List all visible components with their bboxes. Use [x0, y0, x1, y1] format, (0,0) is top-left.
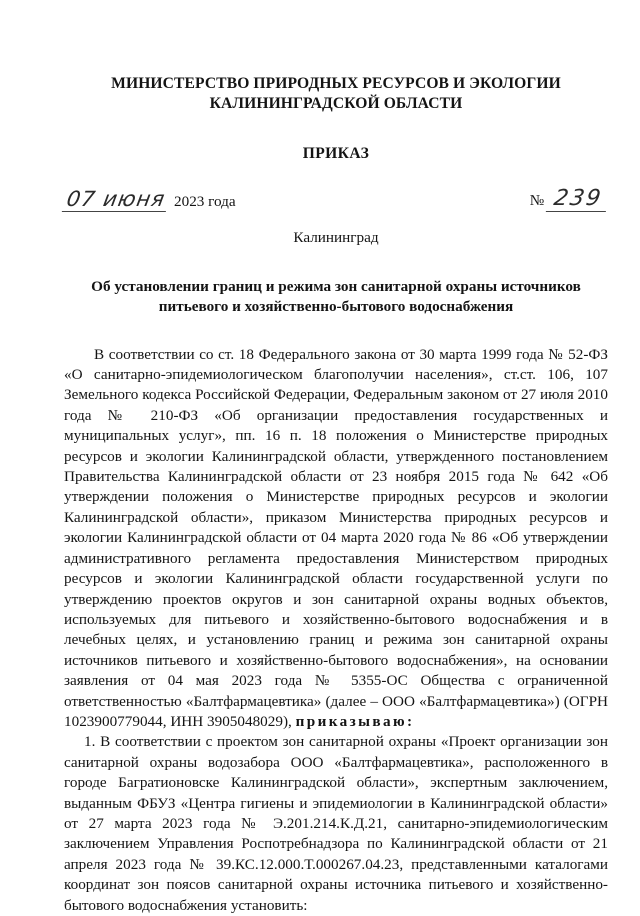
order-date	[64, 187, 236, 212]
handwritten-date: 07 июня	[62, 187, 170, 212]
clause-1: 1. В соответствии с проектом зон санитарной охраны «Проект организации зон санитарной охраны водозабора ООО «Балтфармацевтика», расположенного в городе Багратионовске Калининградской области», экспертным заключением, выданным ФБУЗ «Центра гигиены и эпидемиологии в Калининградской области» от 27 марта 2023 года № Э.201.214.К.Д.21, санитарно-эпидемиологическим заключением Управления Роспотребнадзора по Калининградской области от 21 апреля 2023 года № 39.КС.12.000.Т.000267.04.23, представленными каталогами координат зон поясов санитарной охраны источника питьевого и хозяйственно-бытового водоснабжения установить:	[64, 733, 608, 914]
ministry-name-line2: КАЛИНИНГРАДСКОЙ ОБЛАСТИ	[209, 95, 463, 112]
order-number	[530, 187, 608, 212]
ministry-header	[64, 74, 608, 114]
ministry-name-line1: МИНИСТЕРСТВО ПРИРОДНЫХ РЕСУРСОВ И ЭКОЛОГИИ	[111, 75, 561, 92]
preamble-text: В соответствии со ст. 18 Федерального закона от 30 марта 1999 года № 52-ФЗ «О санитарно-эпидемиологическом благополучии населения», ст.ст. 106, 107 Земельного кодекса Российской Федерации, Федеральным законом от 27 июля 2010 года № 210-ФЗ «Об организации предоставления государственных и муниципальных услуг», пп. 16 п. 18 положения о Министерстве природных ресурсов и экологии Калининградской области, утвержденного постановлением Правительства Калининградской области от 23 ноября 2015 года № 642 «Об утверждении положения о Министерстве природных ресурсов и экологии Калининградской области», приказом Министерства природных ресурсов и экологии Калининградской области от 04 марта 2020 года № 86 «Об утверждении административного регламента предоставления Министерством природных ресурсов и экологии Калининградской области государственной услуги по утверждению проектов округов и зон санитарной охраны водных объектов, используемых для питьевого и хозяйственно-бытового водоснабжения и в лечебных целях, и установлению границ и режима зон санитарной охраны источников питьевого и хозяйственно-бытового водоснабжения», на основании заявления от 04 мая 2023 года № 5355-ОС Общества с ограниченной ответственностью «Балтфармацевтика» (далее – ООО «Балтфармацевтика») (ОГРН 1023900779044, ИНН 3905048029),	[64, 345, 608, 730]
order-year: 2023 года	[174, 193, 236, 210]
order-title: ПРИКАЗ	[302, 145, 370, 162]
handwritten-number: 239	[546, 187, 610, 212]
order-subject: Об установлении границ и режима зон санитарной охраны источников питьевого и хозяйственно-бытового водоснабжения	[91, 277, 581, 316]
document-page	[64, 74, 608, 916]
number-sign: №	[529, 192, 545, 210]
preamble-paragraph	[64, 345, 608, 733]
date-number-row	[64, 184, 608, 218]
city-name: Калининград	[293, 229, 379, 247]
order-word: приказываю:	[295, 712, 415, 730]
